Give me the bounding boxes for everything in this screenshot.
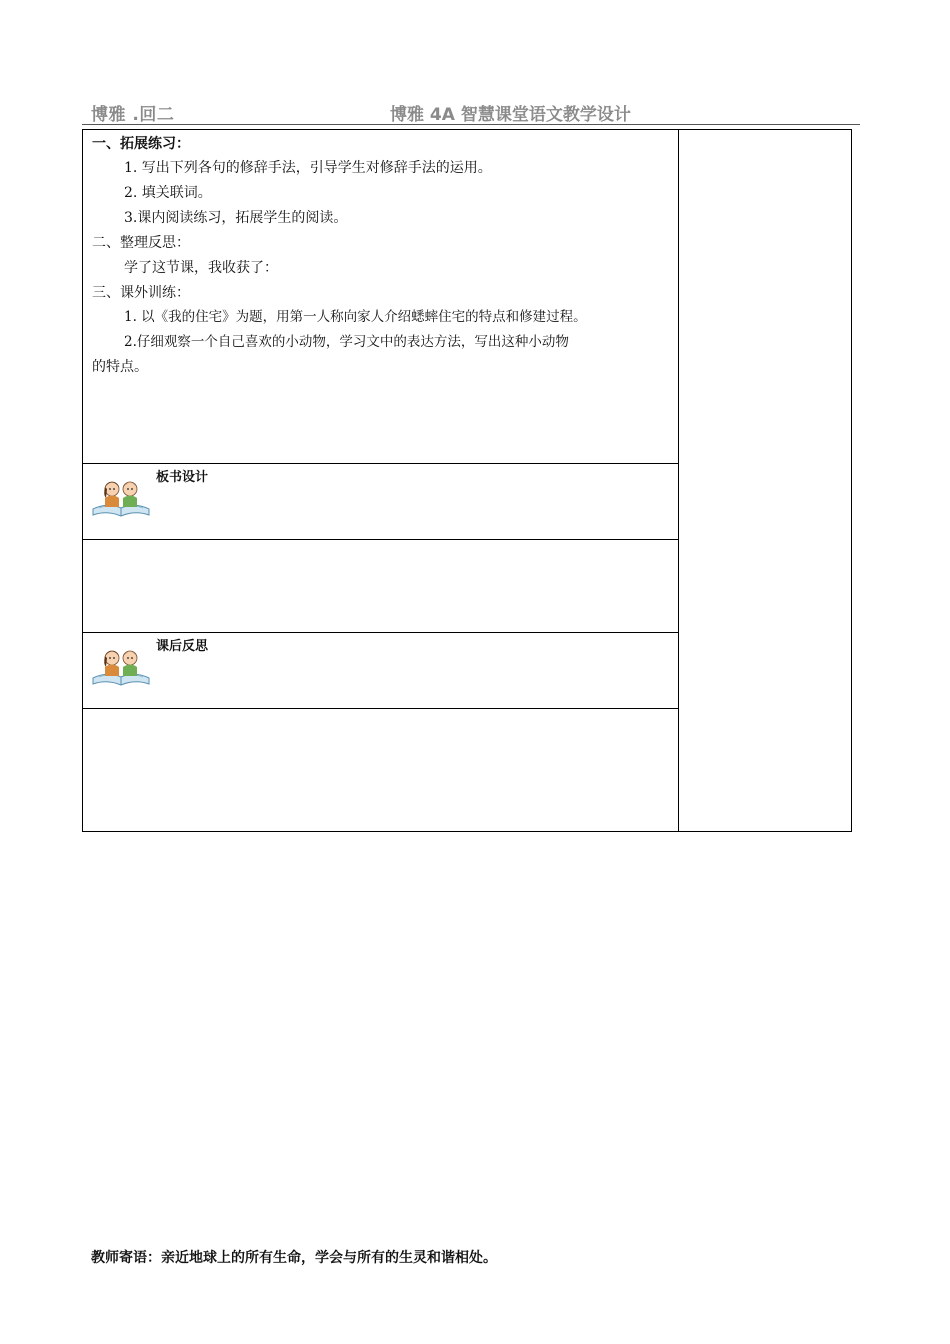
extension-item-3: 3.课内阅读练习，拓展学生的阅读。: [124, 210, 348, 226]
table-row-divider: [82, 708, 679, 709]
header-title: 博雅 4A 智慧课堂语文教学设计: [390, 105, 631, 125]
header-school-label: 博雅 .回二: [91, 105, 175, 125]
section-homework-title: 三、课外训练：: [92, 285, 190, 301]
homework-item-2-line-1: 2.仔细观察一个自己喜欢的小动物，学习文中的表达方法，写出这种小动物: [124, 334, 569, 350]
section-reflection-title: 二、整理反思：: [92, 235, 190, 251]
reflection-section-title: 课后反思: [156, 639, 209, 654]
table-column-divider: [678, 129, 679, 832]
teacher-message: 教师寄语：亲近地球上的所有生命，学会与所有的生灵和谐相处。: [91, 1250, 497, 1266]
homework-item-2-line-2: 的特点。: [92, 359, 148, 375]
homework-item-1: 1. 以《我的住宅》为题，用第一人称向家人介绍蟋蟀住宅的特点和修建过程。: [124, 309, 587, 325]
reflection-text: 学了这节课，我收获了：: [124, 260, 278, 276]
table-row-divider: [82, 539, 679, 540]
extension-item-1: 1. 写出下列各句的修辞手法，引导学生对修辞手法的运用。: [124, 160, 492, 176]
board-design-title: 板书设计: [156, 470, 209, 485]
extension-item-2: 2. 填关联词。: [124, 185, 212, 201]
header-divider: [82, 124, 860, 125]
table-row-divider: [82, 463, 679, 464]
kids-reading-book-icon: [90, 638, 152, 686]
kids-reading-book-icon: [90, 469, 152, 517]
table-row-divider: [82, 632, 679, 633]
section-extension-title: 一、拓展练习：: [92, 136, 190, 152]
